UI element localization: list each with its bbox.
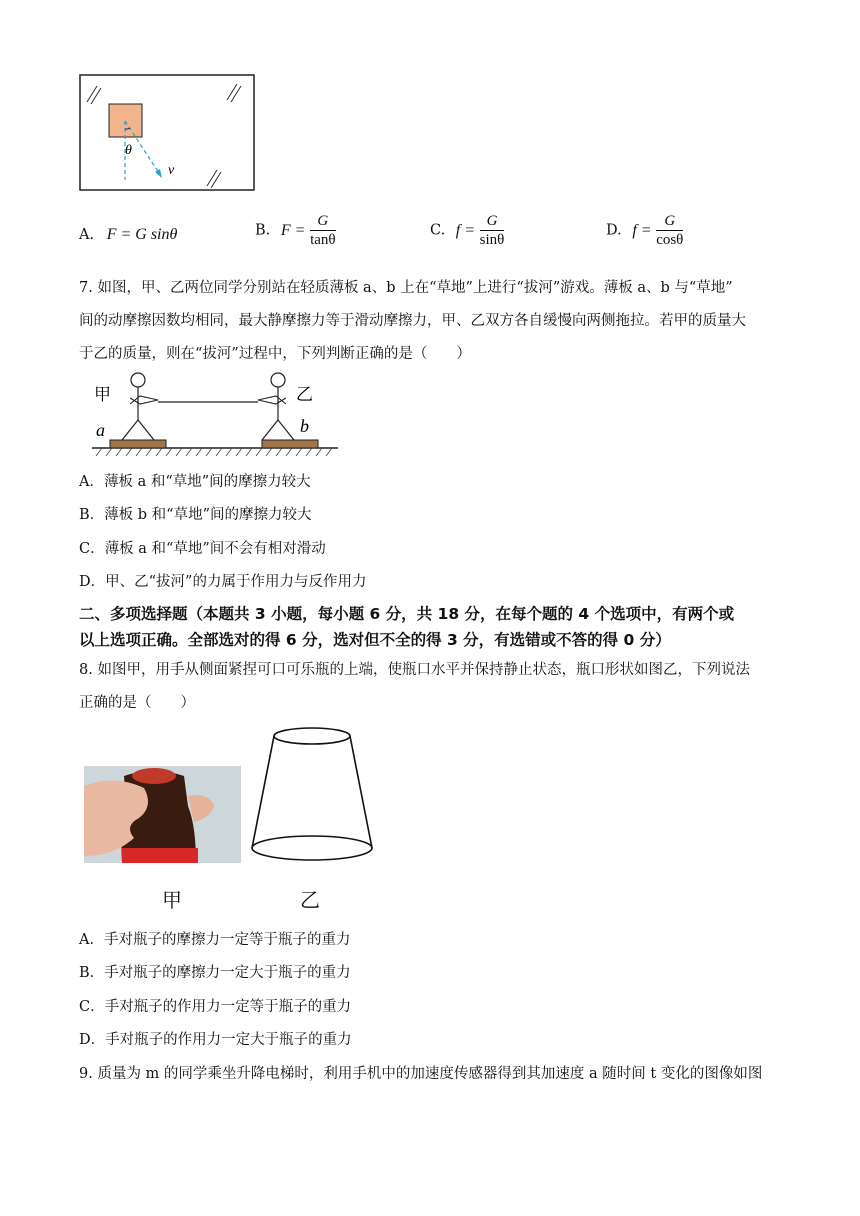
q6-option-c[interactable]: C. f = $\frac{G}{\sin\theta}$ — [430, 213, 505, 248]
q7-board-b-label: b — [300, 416, 309, 436]
q6-option-b-fraction: $\frac{G}{\tan\theta}$ — [310, 213, 336, 248]
q8-stem-line-1: 8. 如图甲，用手从侧面紧捏可口可乐瓶的上端，使瓶口水平并保持静止状态，瓶口形状如图乙，下列说法 — [79, 662, 750, 678]
q6-option-d[interactable]: D. f = $\frac{G}{\cos\theta}$ — [606, 213, 684, 248]
velocity-label: v — [168, 163, 175, 178]
q6-option-c-fraction: $\frac{G}{\sin\theta}$ — [479, 213, 505, 248]
q7-right-person-label: 乙 — [296, 385, 313, 405]
q7-tug-of-war-figure — [92, 370, 338, 458]
q8-caption-yi: 乙 — [300, 888, 320, 912]
q6-option-d-fraction: $\frac{G}{\cos\theta}$ — [656, 213, 684, 248]
q9-stem-line-1: 9. 质量为 m 的同学乘坐升降电梯时，利用手机中的加速度传感器得到其加速度 a 随时间 t 变化的图像如图 — [79, 1066, 763, 1082]
q8-stem-line-2: 正确的是（ ） — [79, 695, 195, 711]
q8-option-d[interactable]: D．手对瓶子的作用力一定大于瓶子的重力 — [79, 1032, 352, 1048]
q7-option-c[interactable]: C．薄板 a 和“草地”间不会有相对滑动 — [79, 541, 326, 557]
section-2-heading-line-1: 二、多项选择题（本题共 3 小题，每小题 6 分，共 18 分，在每个题的 4 个选项中，有两个或 — [79, 605, 735, 623]
q6-option-a-expr: F = G sinθ — [106, 226, 178, 243]
section-2-heading-line-2: 以上选项正确。全部选对的得 6 分，选对但不全的得 3 分，有选错或不答的得 0 分） — [79, 631, 671, 649]
q8-bottle-photo — [84, 766, 241, 863]
q6-option-a[interactable]: A. F = G sinθ — [79, 226, 178, 243]
q7-board-a-label: a — [96, 420, 105, 440]
theta-label: θ — [125, 143, 132, 158]
q8-option-b[interactable]: B．手对瓶子的摩擦力一定大于瓶子的重力 — [79, 965, 351, 981]
q7-stem-line-3: 于乙的质量，则在“拔河”过程中，下列判断正确的是（ ） — [79, 346, 471, 362]
q7-stem-line-1: 7. 如图，甲、乙两位同学分别站在轻质薄板 a、b 上在“草地”上进行“拔河”游戏。薄板 a、b 与“草地” — [79, 280, 733, 296]
q7-left-person-label: 甲 — [94, 385, 111, 405]
q6-figure — [79, 74, 255, 192]
q8-option-a[interactable]: A．手对瓶子的摩擦力一定等于瓶子的重力 — [79, 932, 351, 948]
q7-stem-line-2: 间的动摩擦因数均相同，最大静摩擦力等于滑动摩擦力，甲、乙双方各自缓慢向两侧拖拉。若甲的质量大 — [79, 313, 746, 329]
q7-option-a[interactable]: A．薄板 a 和“草地”间的摩擦力较大 — [79, 474, 311, 490]
q7-option-d[interactable]: D．甲、乙“拔河”的力属于作用力与反作用力 — [79, 574, 367, 590]
q8-bottle-mouth-figure — [248, 724, 376, 864]
q8-caption-jia: 甲 — [162, 888, 182, 912]
q7-option-b[interactable]: B．薄板 b 和“草地”间的摩擦力较大 — [79, 507, 312, 523]
q6-option-b[interactable]: B. F = $\frac{G}{\tan\theta}$ — [255, 213, 336, 248]
q8-option-c[interactable]: C．手对瓶子的作用力一定等于瓶子的重力 — [79, 999, 352, 1015]
